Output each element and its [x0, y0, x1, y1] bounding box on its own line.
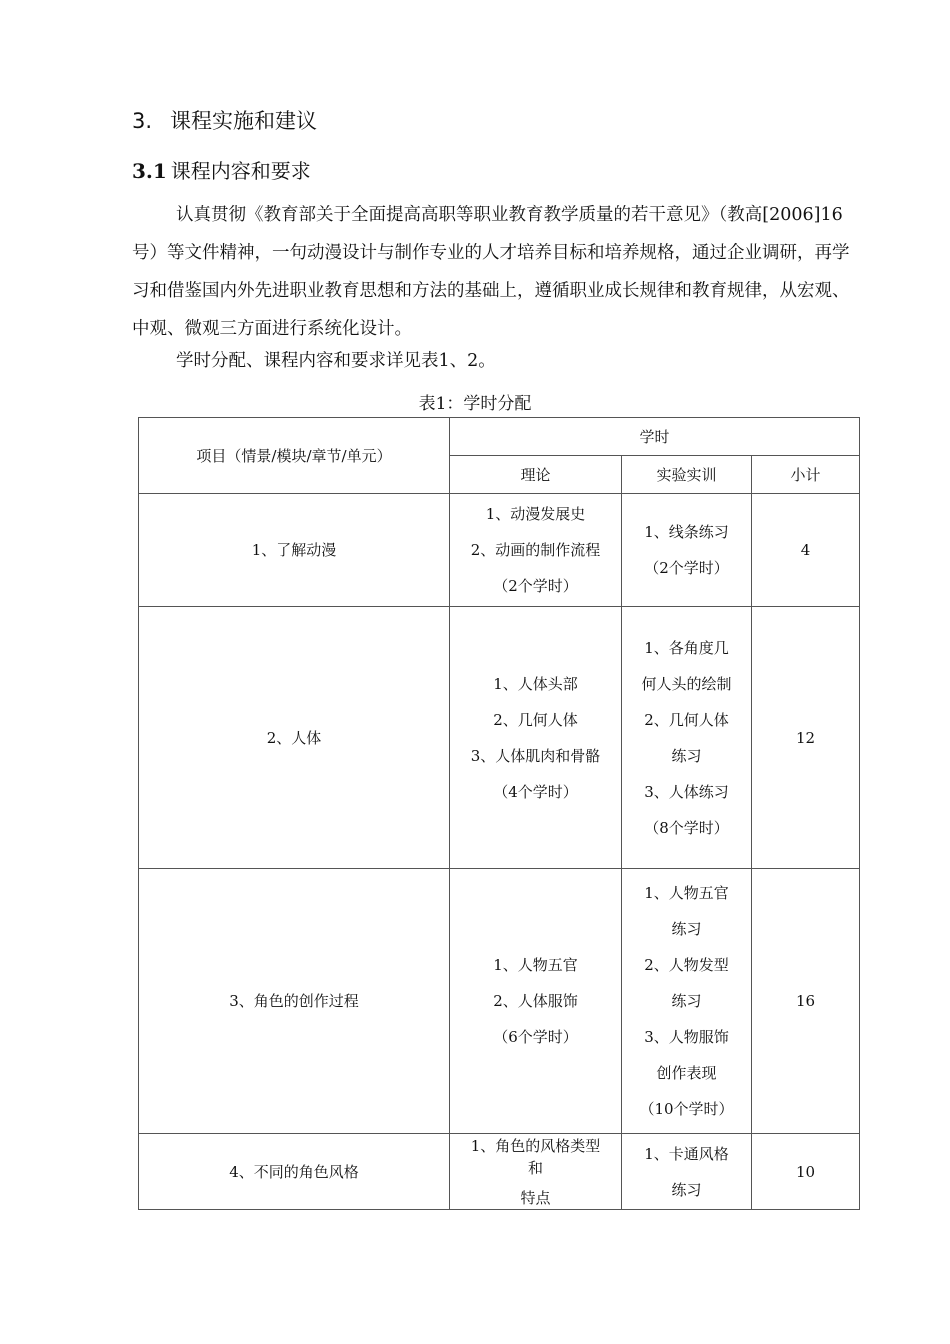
row-subtotal: 10	[752, 1134, 860, 1210]
header-theory: 理论	[450, 456, 622, 494]
row-practice	[622, 607, 752, 869]
section-number: 3.	[132, 109, 153, 133]
hours-table	[138, 417, 860, 1210]
row-item: 1、了解动漫	[139, 494, 450, 607]
row-theory	[450, 607, 622, 869]
practice-line: 练习	[671, 920, 702, 938]
practice-line: 2、几何人体	[644, 710, 729, 729]
practice-line: 1、人物五官	[644, 884, 729, 902]
header-hours: 学时	[450, 418, 860, 456]
table-row	[139, 607, 860, 869]
table-header-row	[139, 418, 860, 456]
practice-line: 创作表现	[656, 1064, 717, 1082]
theory-line: 特点	[520, 1188, 551, 1207]
theory-line: （2个学时）	[493, 577, 578, 595]
subsection-title: 课程内容和要求	[170, 159, 311, 183]
header-subtotal: 小计	[752, 456, 860, 494]
header-practice: 实验实训	[622, 456, 752, 494]
row-subtotal: 4	[752, 494, 860, 607]
table-caption: 表1：学时分配	[418, 394, 532, 414]
practice-line: 练习	[671, 746, 702, 765]
table-row	[139, 869, 860, 1134]
theory-line: 2、几何人体	[493, 710, 578, 729]
theory-line: （4个学时）	[493, 782, 578, 801]
row-item: 2、人体	[139, 607, 450, 869]
table-row	[139, 494, 860, 607]
row-subtotal: 16	[752, 869, 860, 1134]
row-theory	[450, 494, 622, 607]
theory-line: 1、人体头部	[493, 674, 578, 693]
practice-line: 2、人物发型	[644, 956, 729, 974]
practice-line: （2个学时）	[644, 559, 729, 577]
row-practice	[622, 494, 752, 607]
theory-line: 1、动漫发展史	[485, 505, 586, 523]
practice-line: 何人头的绘制	[641, 674, 732, 693]
row-practice	[622, 869, 752, 1134]
practice-line: 3、人物服饰	[644, 1028, 729, 1046]
section-heading	[132, 106, 317, 136]
row-practice	[622, 1134, 752, 1210]
practice-line: （8个学时）	[644, 818, 729, 837]
practice-line: （10个学时）	[639, 1100, 734, 1118]
theory-line: （6个学时）	[493, 1028, 578, 1046]
theory-line: 1、人物五官	[493, 956, 578, 974]
row-theory	[450, 869, 622, 1134]
section-title: 课程实施和建议	[170, 109, 318, 133]
theory-line: 2、人体服饰	[493, 992, 578, 1010]
practice-line: 练习	[671, 992, 702, 1010]
theory-line: 2、动画的制作流程	[470, 541, 601, 559]
theory-line: 3、人体肌肉和骨骼	[470, 746, 601, 765]
theory-line: 和	[527, 1158, 543, 1177]
paragraph-reference: 学时分配、课程内容和要求详见表1、2。	[176, 351, 496, 371]
practice-line: 3、人体练习	[644, 782, 729, 801]
row-theory	[450, 1134, 622, 1210]
table-row	[139, 1134, 860, 1210]
practice-line: 1、卡通风格	[644, 1144, 729, 1163]
theory-line: 1、角色的风格类型	[470, 1136, 601, 1155]
practice-line: 1、线条练习	[644, 523, 729, 541]
subsection-heading	[132, 156, 311, 186]
paragraph-intro: 认真贯彻《教育部关于全面提高高职等职业教育教学质量的若干意见》（教高[2006]16号）等文件精神，一句动漫设计与制作专业的人才培养目标和培养规格，通过企业调研，再学习和借鉴国内外先进职业教育思想和方法的基础上，遵循职业成长规律和教育规律，从宏观、中观、微观三方面进行系统化设计。	[132, 205, 850, 339]
practice-line: 1、各角度几	[644, 638, 729, 657]
subsection-number: 3.1	[132, 159, 167, 183]
row-item: 4、不同的角色风格	[139, 1134, 450, 1210]
row-subtotal: 12	[752, 607, 860, 869]
row-item: 3、角色的创作过程	[139, 869, 450, 1134]
practice-line: 练习	[671, 1180, 702, 1199]
header-item: 项目（情景/模块/章节/单元）	[139, 418, 450, 494]
